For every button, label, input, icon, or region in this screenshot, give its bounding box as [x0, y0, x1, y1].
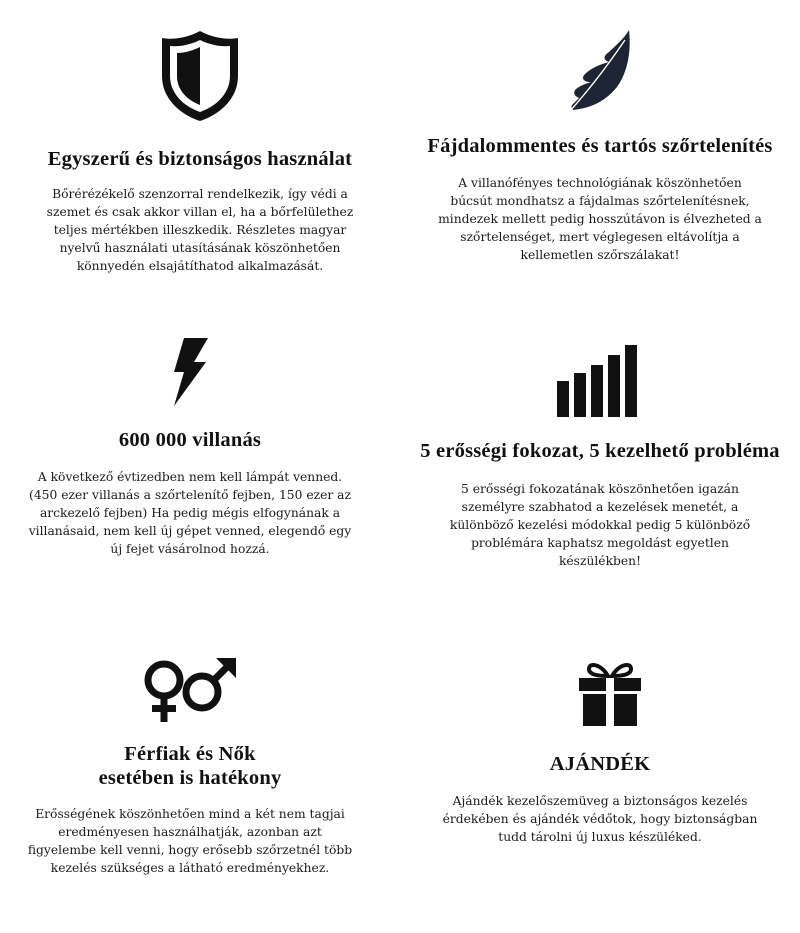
feature-title: AJÁNDÉK: [549, 753, 651, 775]
feature-gift: [400, 660, 800, 846]
feature-title: 5 erősségi fokozat, 5 kezelhető probléma: [420, 440, 780, 462]
gender-symbols-icon: [142, 656, 238, 724]
feather-icon: [565, 28, 637, 112]
feature-description: A következő évtizedben nem kell lámpát venned. (450 ezer villanás a szőrtelenítő fejben, 150 ezer az arckezelő fejben) Ha pedig mégis elfogynának a villanásaid, nem kell új gépet venned, elegendő egy új fejet vásárolnod hozzá.: [28, 470, 352, 556]
feature-description: 5 erősségi fokozatának köszönhetően igazán személyre szabhatod a kezelések menetét, a különböző kezelési módokkal pedig 5 különböző problémára kaphatsz megoldást egyetlen készülékben!: [449, 482, 751, 568]
feature-flashes: [0, 338, 390, 558]
feature-description: Ajándék kezelőszemüveg a biztonságos kezelés érdekében és ajándék védőtok, hogy biztonságban tudd tárolni új luxus készüléked.: [442, 794, 758, 844]
feature-description: Erősségének köszönhetően mind a két nem tagjai eredményesen használhatják, azonban azt figyelembe kell venni, hogy erősebb szőrzetnél több kezelés szükséges a látható eredményekhez.: [27, 807, 353, 875]
feature-men-women: [0, 656, 390, 877]
feature-title: Fájdalommentes és tartós szőrtelenítés: [427, 135, 773, 157]
feature-safe-use: [0, 28, 400, 275]
lightning-icon: [170, 338, 210, 406]
gift-icon: [577, 660, 643, 726]
shield-icon: [159, 28, 241, 124]
feature-title: Egyszerű és biztonságos használat: [47, 148, 353, 170]
feature-painless: [400, 28, 800, 264]
feature-description: A villanófényes technológiának köszönhetően búcsút mondhatsz a fájdalmas szőrtelenítésnek, mindezek mellett pedig hosszútávon is élvezheted a szőrtelenséget, mert véglegesen eltávolítja a kellemetlen szőrszálakat!: [438, 176, 762, 262]
feature-levels: [400, 345, 800, 570]
signal-bars-icon: [557, 345, 639, 417]
feature-description: Bőrérézékelő szenzorral rendelkezik, így védi a szemet és csak akkor villan el, ha a bőrfelülethez teljes mértékben illeszkedik. Részletes magyar nyelvű használati utasításának köszönhetően könnyedén elsajátíthatod alkalmazását.: [46, 187, 354, 273]
feature-title: Férfiak és Nők esetében is hatékony: [98, 743, 282, 789]
feature-title: 600 000 villanás: [118, 429, 262, 451]
